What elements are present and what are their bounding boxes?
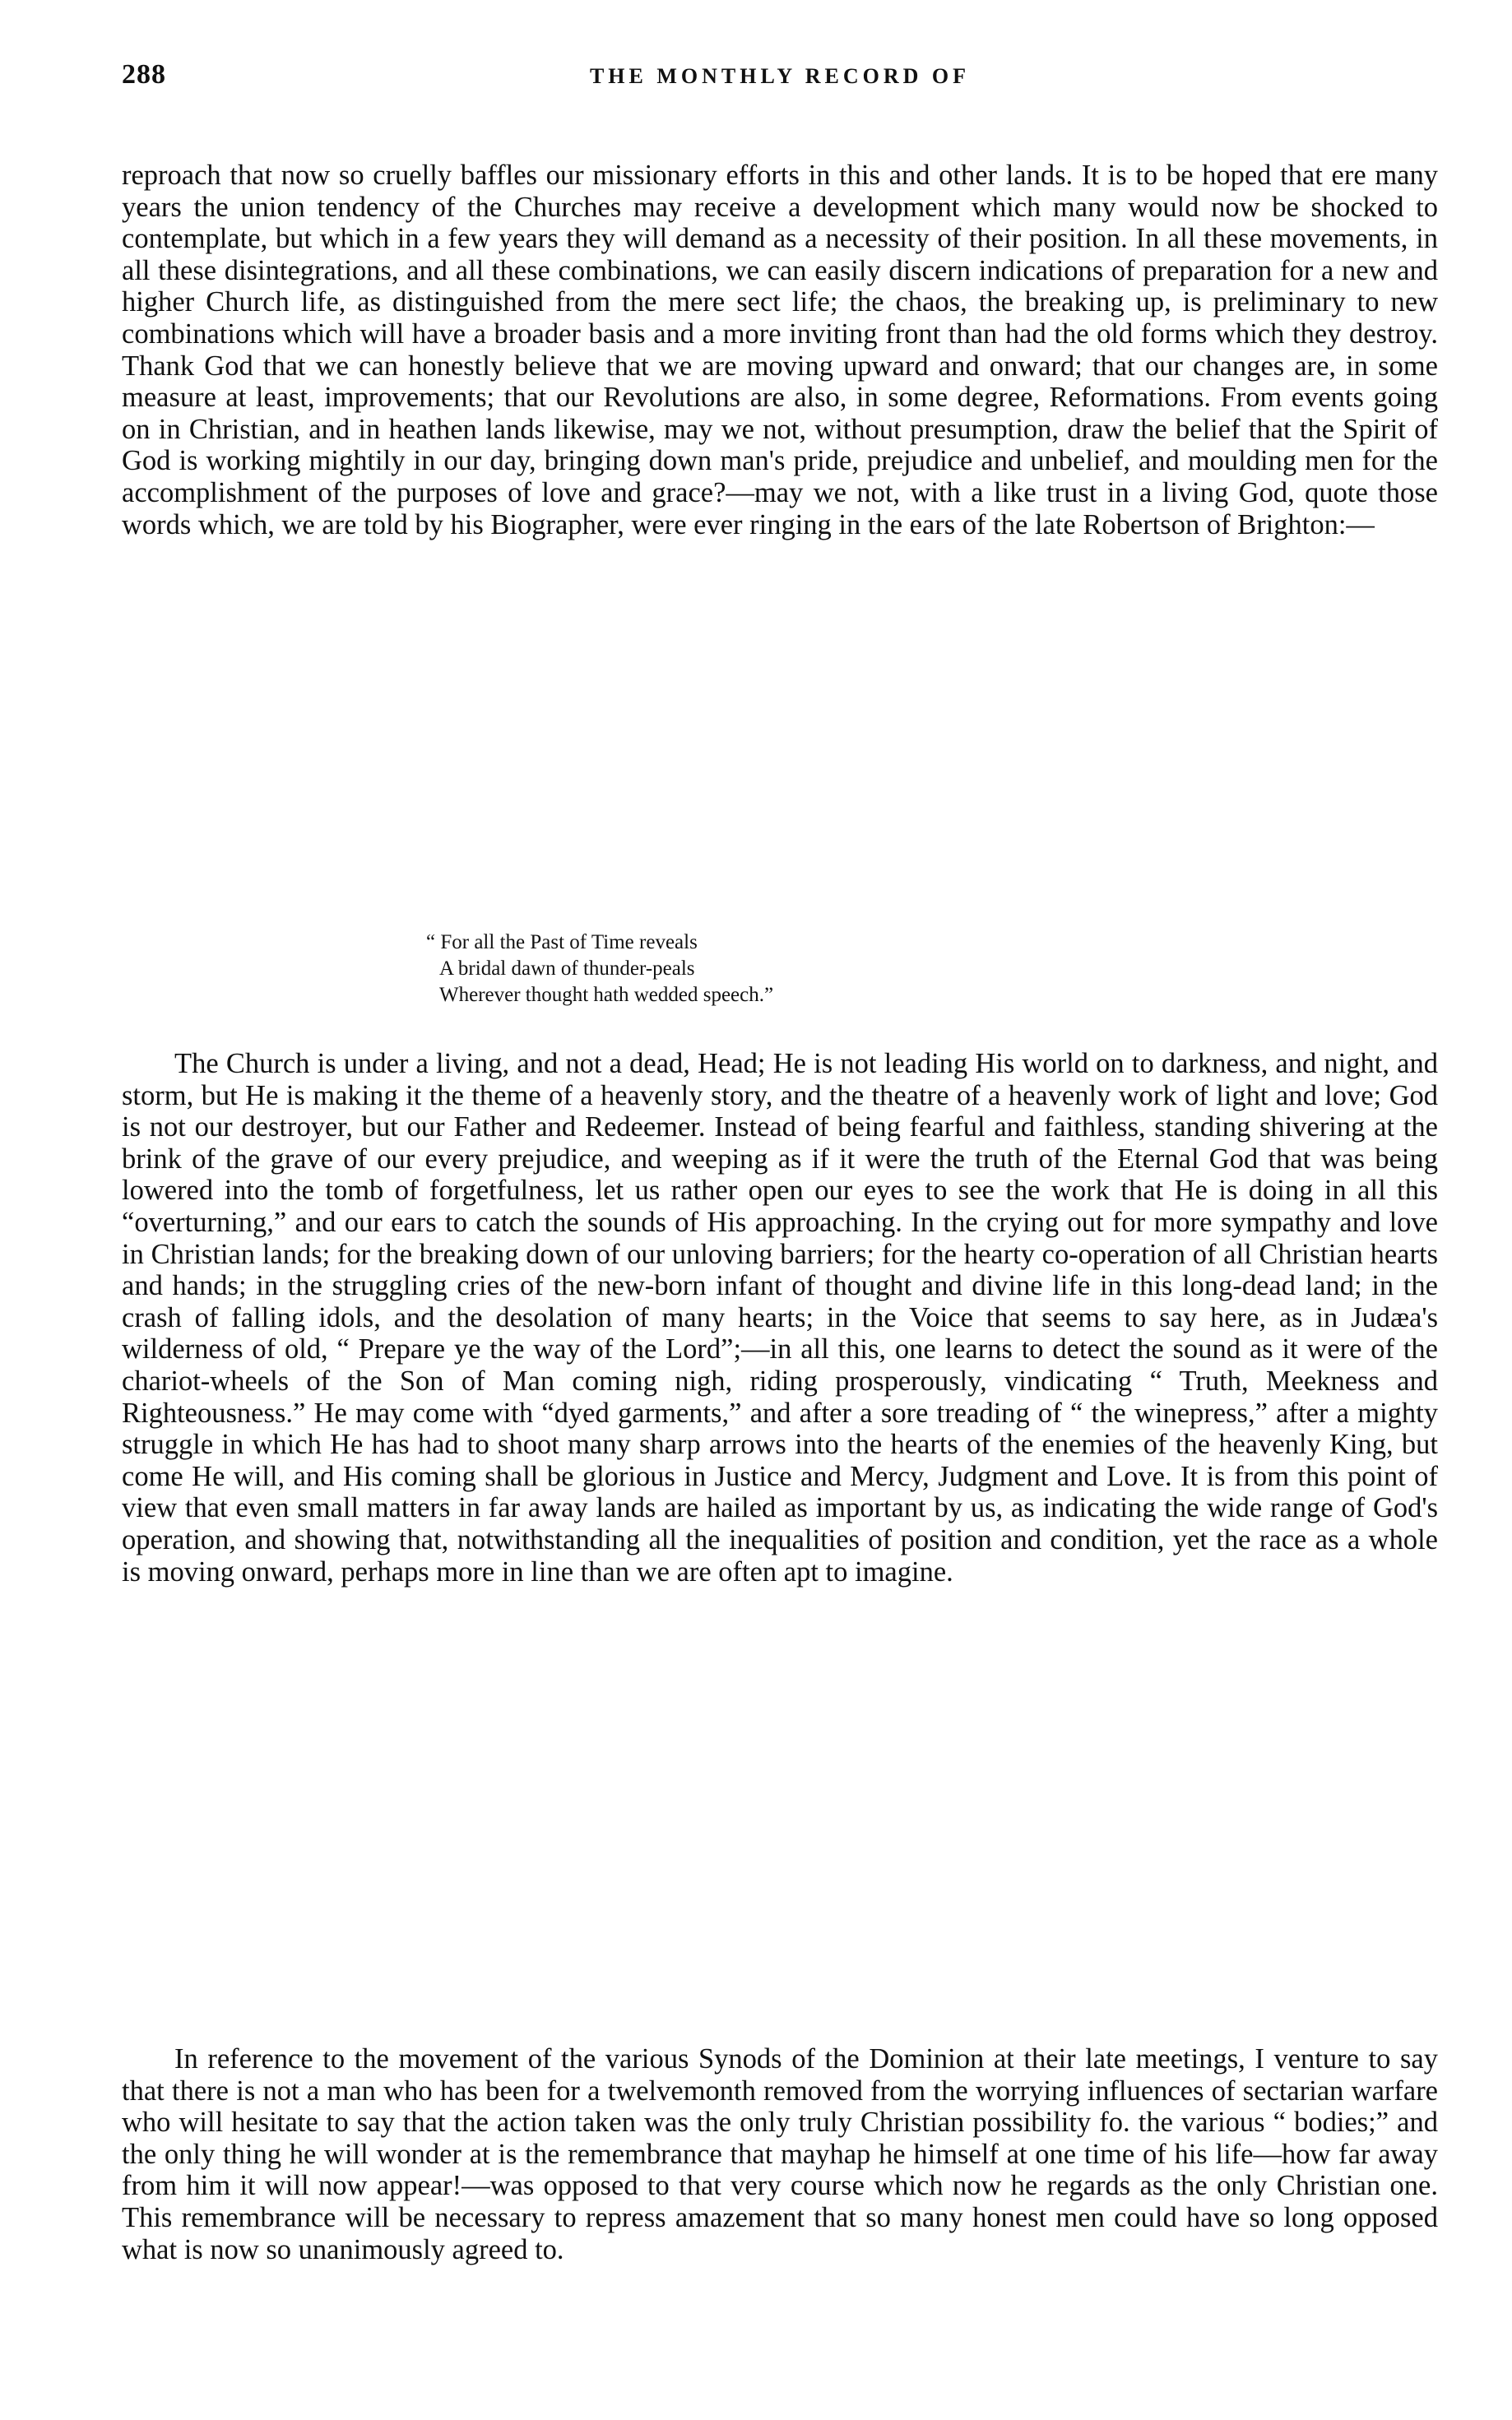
verse-quotation (426, 930, 1166, 1008)
page-number: 288 (122, 59, 166, 90)
running-head: THE MONTHLY RECORD OF (589, 64, 971, 88)
verse-line: A bridal dawn of thunder-peals (439, 957, 695, 980)
paragraph: The Church is under a living, and not a dead, Head; He is not leading His world on to darkness, and night, and storm, but He is making it the theme of a heavenly story, and the theatre of a heavenly work of light and love; God is not our destroyer, but our Father and Redeemer. Instead of being fearful and faithless, standing shivering at the brink of the grave of our every prejudice, and weeping as if it were the truth of the Eternal God that was being lowered into the tomb of forgetfulness, let us rather open our eyes to see the work that He is doing in all this “overturning,” and our ears to catch the sounds of His approaching. In the crying out for more sympathy and love in Christian lands; for the breaking down of our unloving barriers; for the hearty co-operation of all Christian hearts and hands; in the struggling cries of the new-born infant of thought and divine life in this long-dead land; in the crash of falling idols, and the desolation of many hearts; in the Voice that seems to say here, as in Judæa's wilderness of old, “ Prepare ye the way of the Lord”;—in all this, one learns to detect the sound as it were of the chariot-wheels of the Son of Man coming nigh, riding prosperously, vindicating “ Truth, Meekness and Righteousness.” He may come with “dyed garments,” and after a sore treading of “ the winepress,” after a mighty struggle in which He has had to shoot many sharp arrows into the hearts of the enemies of the heavenly King, but come He will, and His coming shall be glorious in Justice and Mercy, Judgment and Love. It is from this point of view that even small matters in far away lands are hailed as important by us, as indicating the wide range of God's operation, and showing that, notwithstanding all the inequalities of position and condition, yet the race as a whole is moving onward, perhaps more in line than we are often apt to imagine. (122, 1048, 1438, 1588)
page-header (122, 59, 1438, 117)
book-page (122, 59, 1438, 2265)
paragraph: In reference to the movement of the various Synods of the Dominion at their late meetings, I venture to say that there is not a man who has been for a twelvemonth removed from the worrying influences of sectarian warfare who will hesitate to say that the action taken was the only truly Christian possibility fo. the various “ bodies;” and the only thing he will wonder at is the remembrance that mayhap he himself at one time of his life—how far away from him it will now appear!—was opposed to that very course which now he regards as the only Christian one. This remembrance will be necessary to repress amazement that so many honest men could have so long opposed what is now so unanimously agreed to. (122, 2043, 1438, 2265)
verse-line: Wherever thought hath wedded speech.” (439, 984, 774, 1006)
verse-line: “ For all the Past of Time reveals (426, 931, 698, 953)
paragraph-continued: reproach that now so cruelly baffles our missionary efforts in this and other lands. It is to be hoped that ere many years the union tendency of the Churches may receive a development which many would now be shocked to contemplate, but which in a few years they will demand as a necessity of their position. In all these movements, in all these disintegrations, and all these combinations, we can easily discern indications of preparation for a new and higher Church life, as distinguished from the mere sect life; the chaos, the breaking up, is preliminary to new combinations which will have a broader basis and a more inviting front than had the old forms which they destroy. Thank God that we can honestly believe that we are moving upward and onward; that our changes are, in some measure at least, improvements; that our Revolutions are also, in some degree, Reformations. From events going on in Christian, and in heathen lands likewise, may we not, without presumption, draw the belief that the Spirit of God is working mightily in our day, bringing down man's pride, prejudice and unbelief, and moulding men for the accomplishment of the purposes of love and grace?—may we not, with a like trust in a living God, quote those words which, we are told by his Biographer, were ever ringing in the ears of the late Robertson of Brighton:— (122, 160, 1438, 540)
